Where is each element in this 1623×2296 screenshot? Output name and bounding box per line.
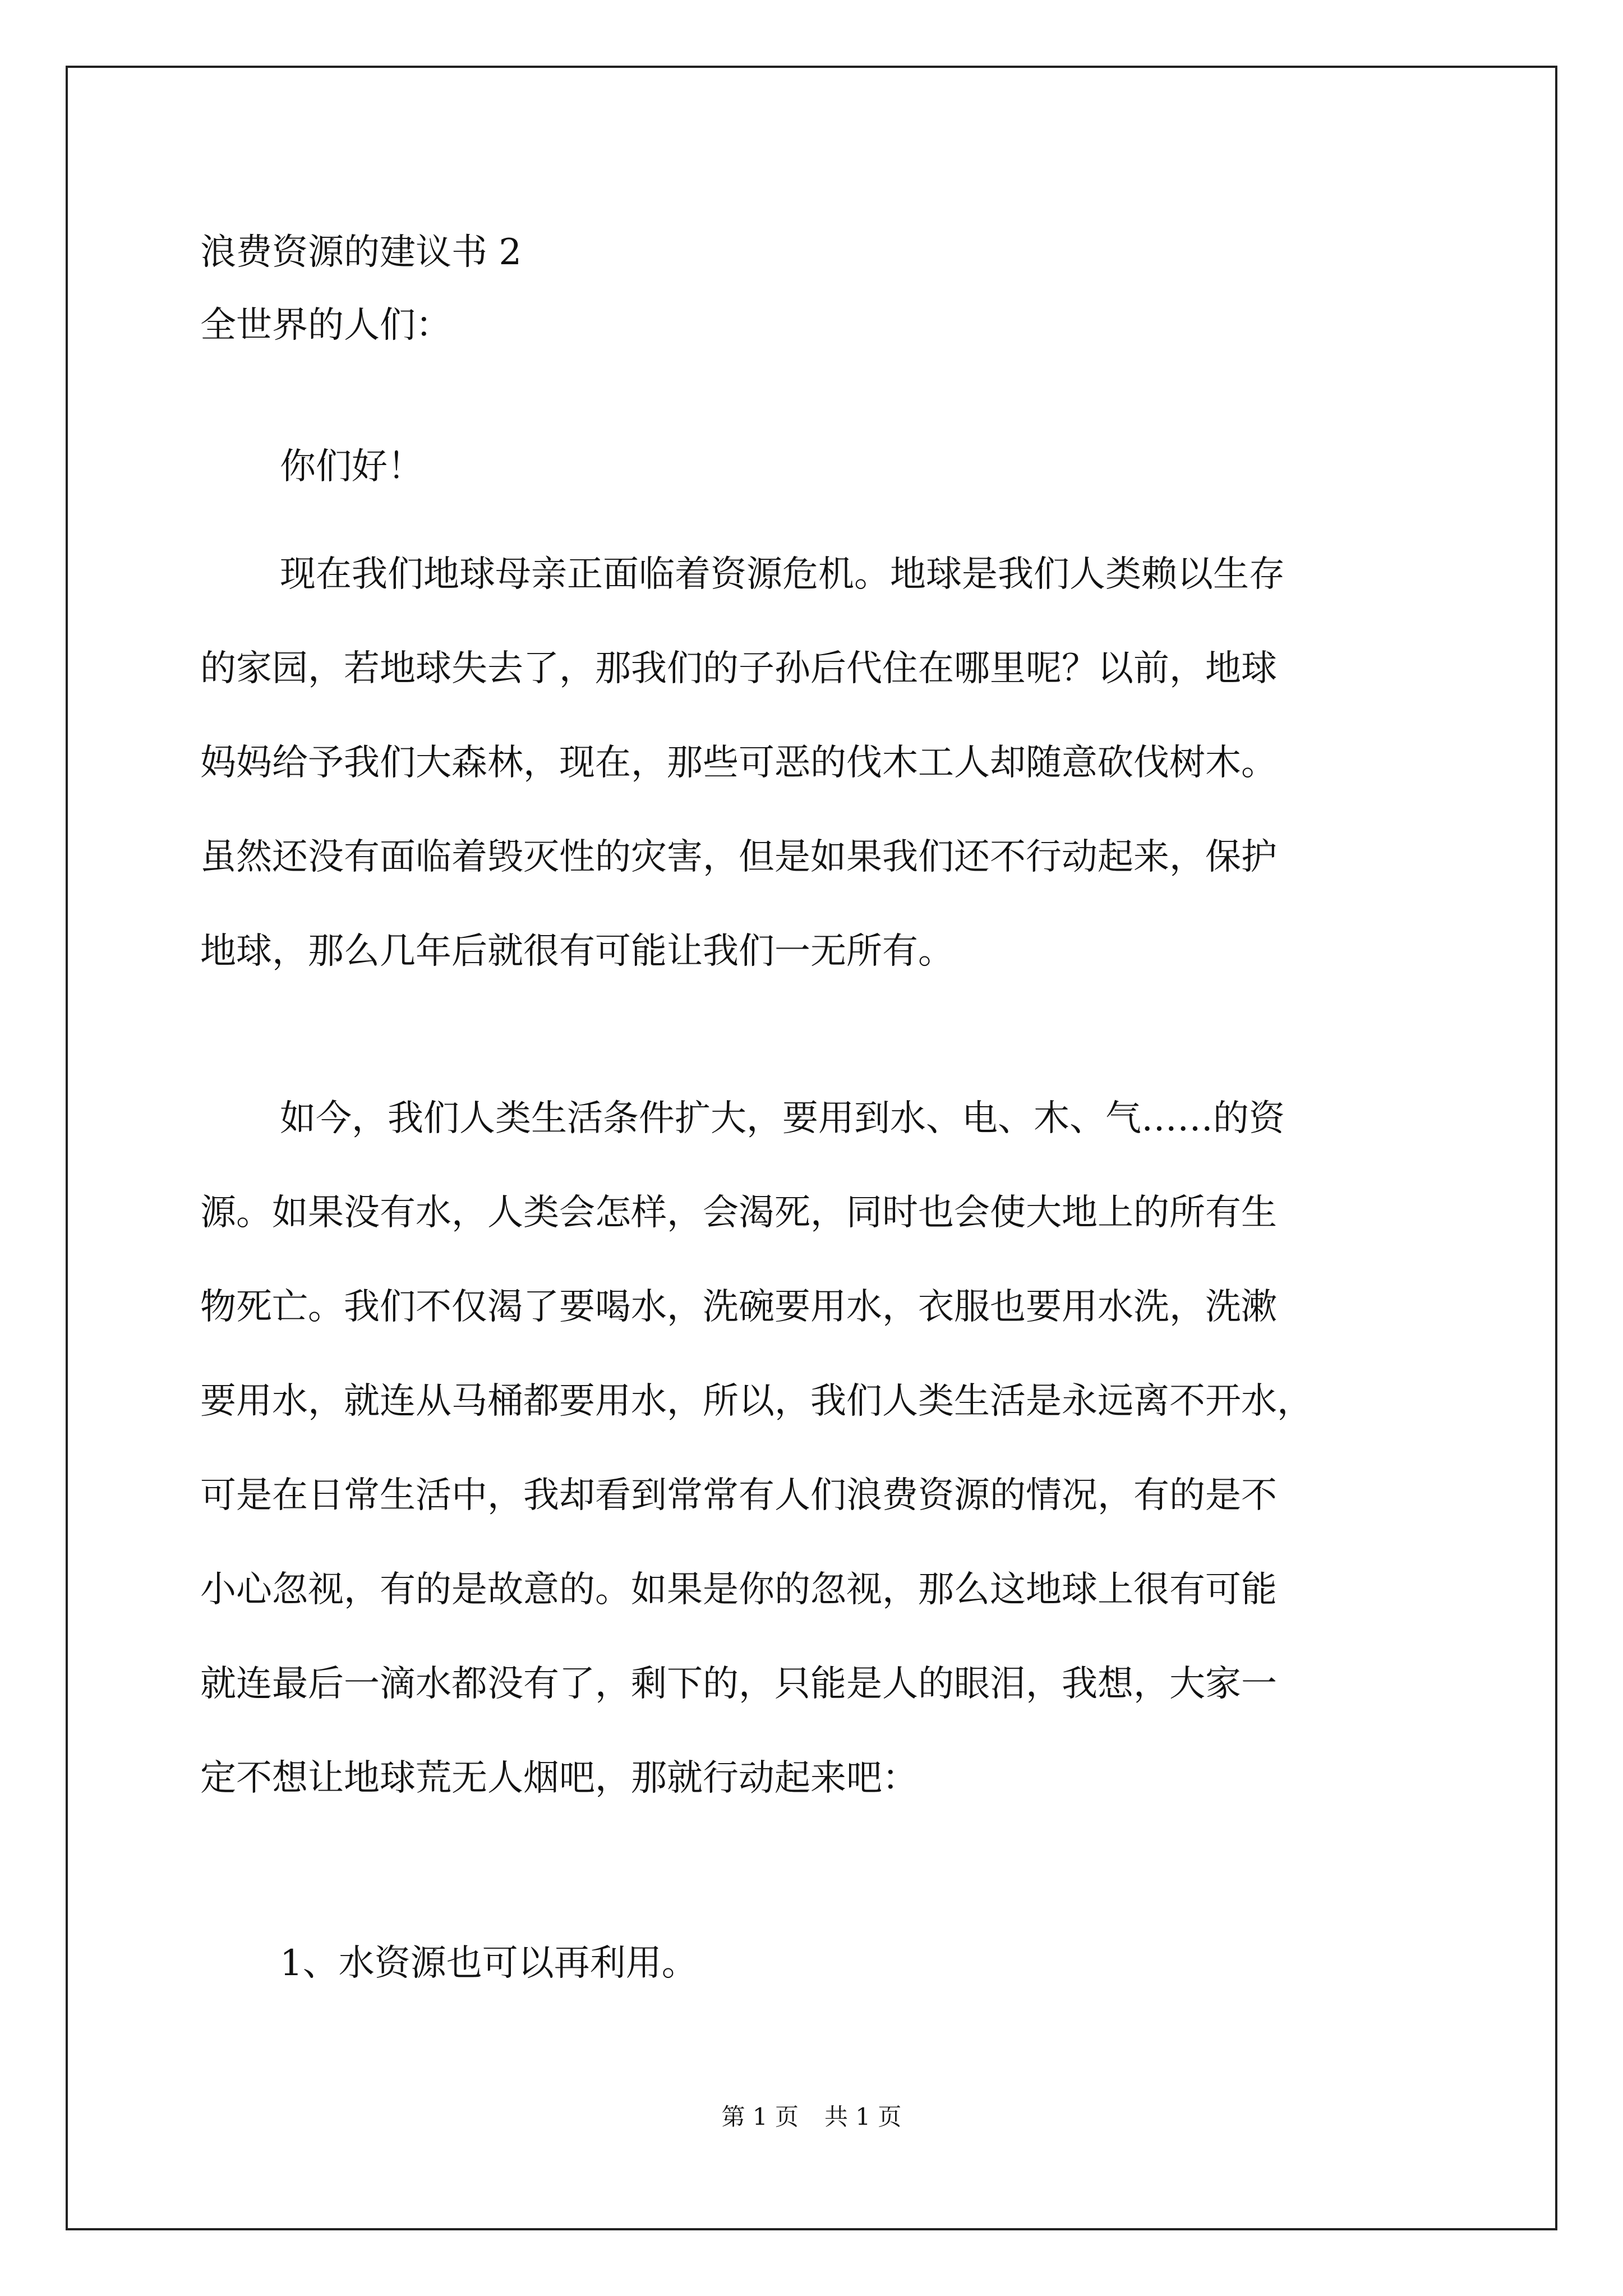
page-footer: [0, 2100, 1623, 2134]
paragraph-line: 妈妈给予我们大森林，现在，那些可恶的伐木工人却随意砍伐树木。: [200, 742, 1277, 784]
list-item: 1、水资源也可以再利用。: [280, 1943, 698, 1984]
paragraph-2: [200, 1071, 1434, 1825]
paragraph-line: 小心忽视，有的是故意的。如果是你的忽视，那么这地球上很有可能: [200, 1569, 1277, 1611]
paragraph-line: 现在我们地球母亲正面临着资源危机。地球是我们人类赖以生存: [280, 554, 1285, 595]
paragraph-line: 物死亡。我们不仅渴了要喝水，洗碗要用水，衣服也要用水洗，洗漱: [200, 1286, 1277, 1328]
page-number: 第 1 页: [721, 2103, 799, 2131]
paragraph-line: 要用水，就连从马桶都要用水，所以，我们人类生活是永远离不开水，: [200, 1381, 1313, 1422]
paragraph-line: 就连最后一滴水都没有了，剩下的，只能是人的眼泪，我想，大家一: [200, 1663, 1277, 1705]
paragraph-1: [200, 527, 1434, 999]
paragraph-line: 如今，我们人类生活条件扩大，要用到水、电、木、气……的资: [280, 1098, 1285, 1139]
paragraph-line: 的家园，若地球失去了，那我们的子孙后代住在哪里呢？以前，地球: [200, 648, 1277, 689]
paragraph-line: 定不想让地球荒无人烟吧，那就行动起来吧：: [200, 1757, 918, 1799]
paragraph-line: 地球，那么几年后就很有可能让我们一无所有。: [200, 931, 954, 972]
paragraph-line: 虽然还没有面临着毁灭性的灾害，但是如果我们还不行动起来，保护: [200, 836, 1277, 878]
greeting: 你们好！: [280, 446, 423, 487]
page-total: 共 1 页: [824, 2103, 902, 2131]
document-title: 浪费资源的建议书 2: [200, 232, 522, 273]
salutation: 全世界的人们：: [200, 305, 451, 346]
paragraph-line: 可是在日常生活中，我却看到常常有人们浪费资源的情况，有的是不: [200, 1475, 1277, 1516]
paragraph-line: 源。如果没有水，人类会怎样，会渴死，同时也会使大地上的所有生: [200, 1192, 1277, 1234]
